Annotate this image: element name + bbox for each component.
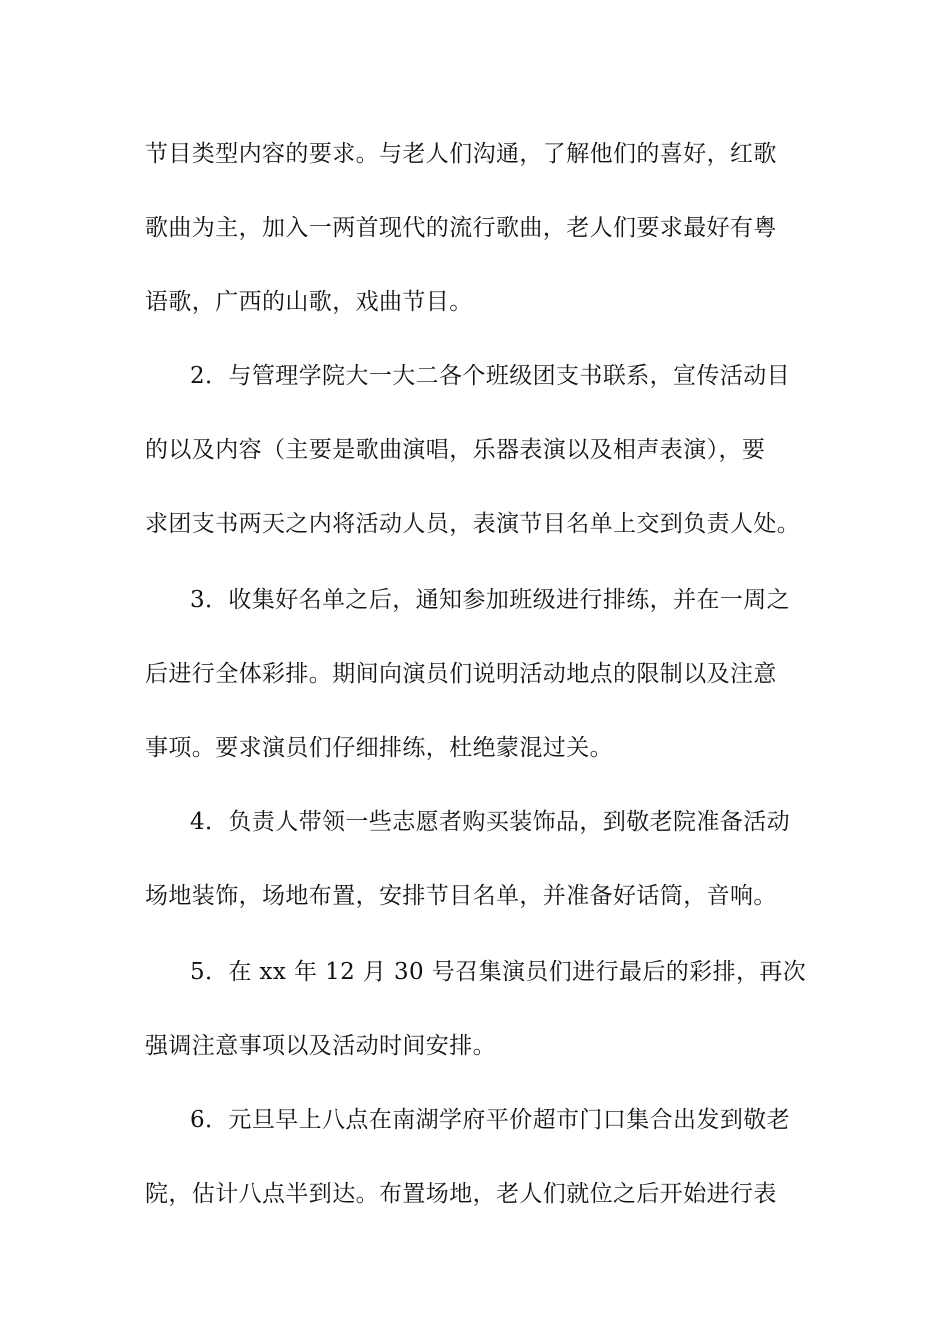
- list-item-4-line: 4．负责人带领一些志愿者购买装饰品，到敬老院准备活动: [190, 809, 791, 835]
- list-item-2-line: 2．与管理学院大一大二各个班级团支书联系，宣传活动目: [190, 363, 791, 389]
- paragraph-line: 语歌，广西的山歌，戏曲节目。: [145, 289, 473, 315]
- paragraph-line: 场地装饰，场地布置，安排节目名单，并准备好话筒，音响。: [145, 883, 777, 909]
- list-item-5-line: 5．在 xx 年 12 月 30 号召集演员们进行最后的彩排，再次: [190, 959, 807, 985]
- paragraph-line: 事项。要求演员们仔细排练，杜绝蒙混过关。: [145, 735, 613, 761]
- list-item-6-line: 6．元旦早上八点在南湖学府平价超市门口集合出发到敬老: [190, 1107, 791, 1133]
- paragraph-line: 的以及内容（主要是歌曲演唱，乐器表演以及相声表演），要: [145, 437, 766, 463]
- paragraph-line: 院，估计八点半到达。布置场地，老人们就位之后开始进行表: [145, 1181, 777, 1207]
- paragraph-line: 后进行全体彩排。期间向演员们说明活动地点的限制以及注意: [145, 661, 777, 687]
- list-item-3-line: 3．收集好名单之后，通知参加班级进行排练，并在一周之: [190, 587, 791, 613]
- paragraph-line: 求团支书两天之内将活动人员，表演节目名单上交到负责人处。: [145, 511, 801, 537]
- paragraph-line: 节目类型内容的要求。与老人们沟通，了解他们的喜好，红歌: [145, 141, 777, 167]
- paragraph-line: 歌曲为主，加入一两首现代的流行歌曲，老人们要求最好有粤: [145, 215, 777, 241]
- paragraph-line: 强调注意事项以及活动时间安排。: [145, 1033, 496, 1059]
